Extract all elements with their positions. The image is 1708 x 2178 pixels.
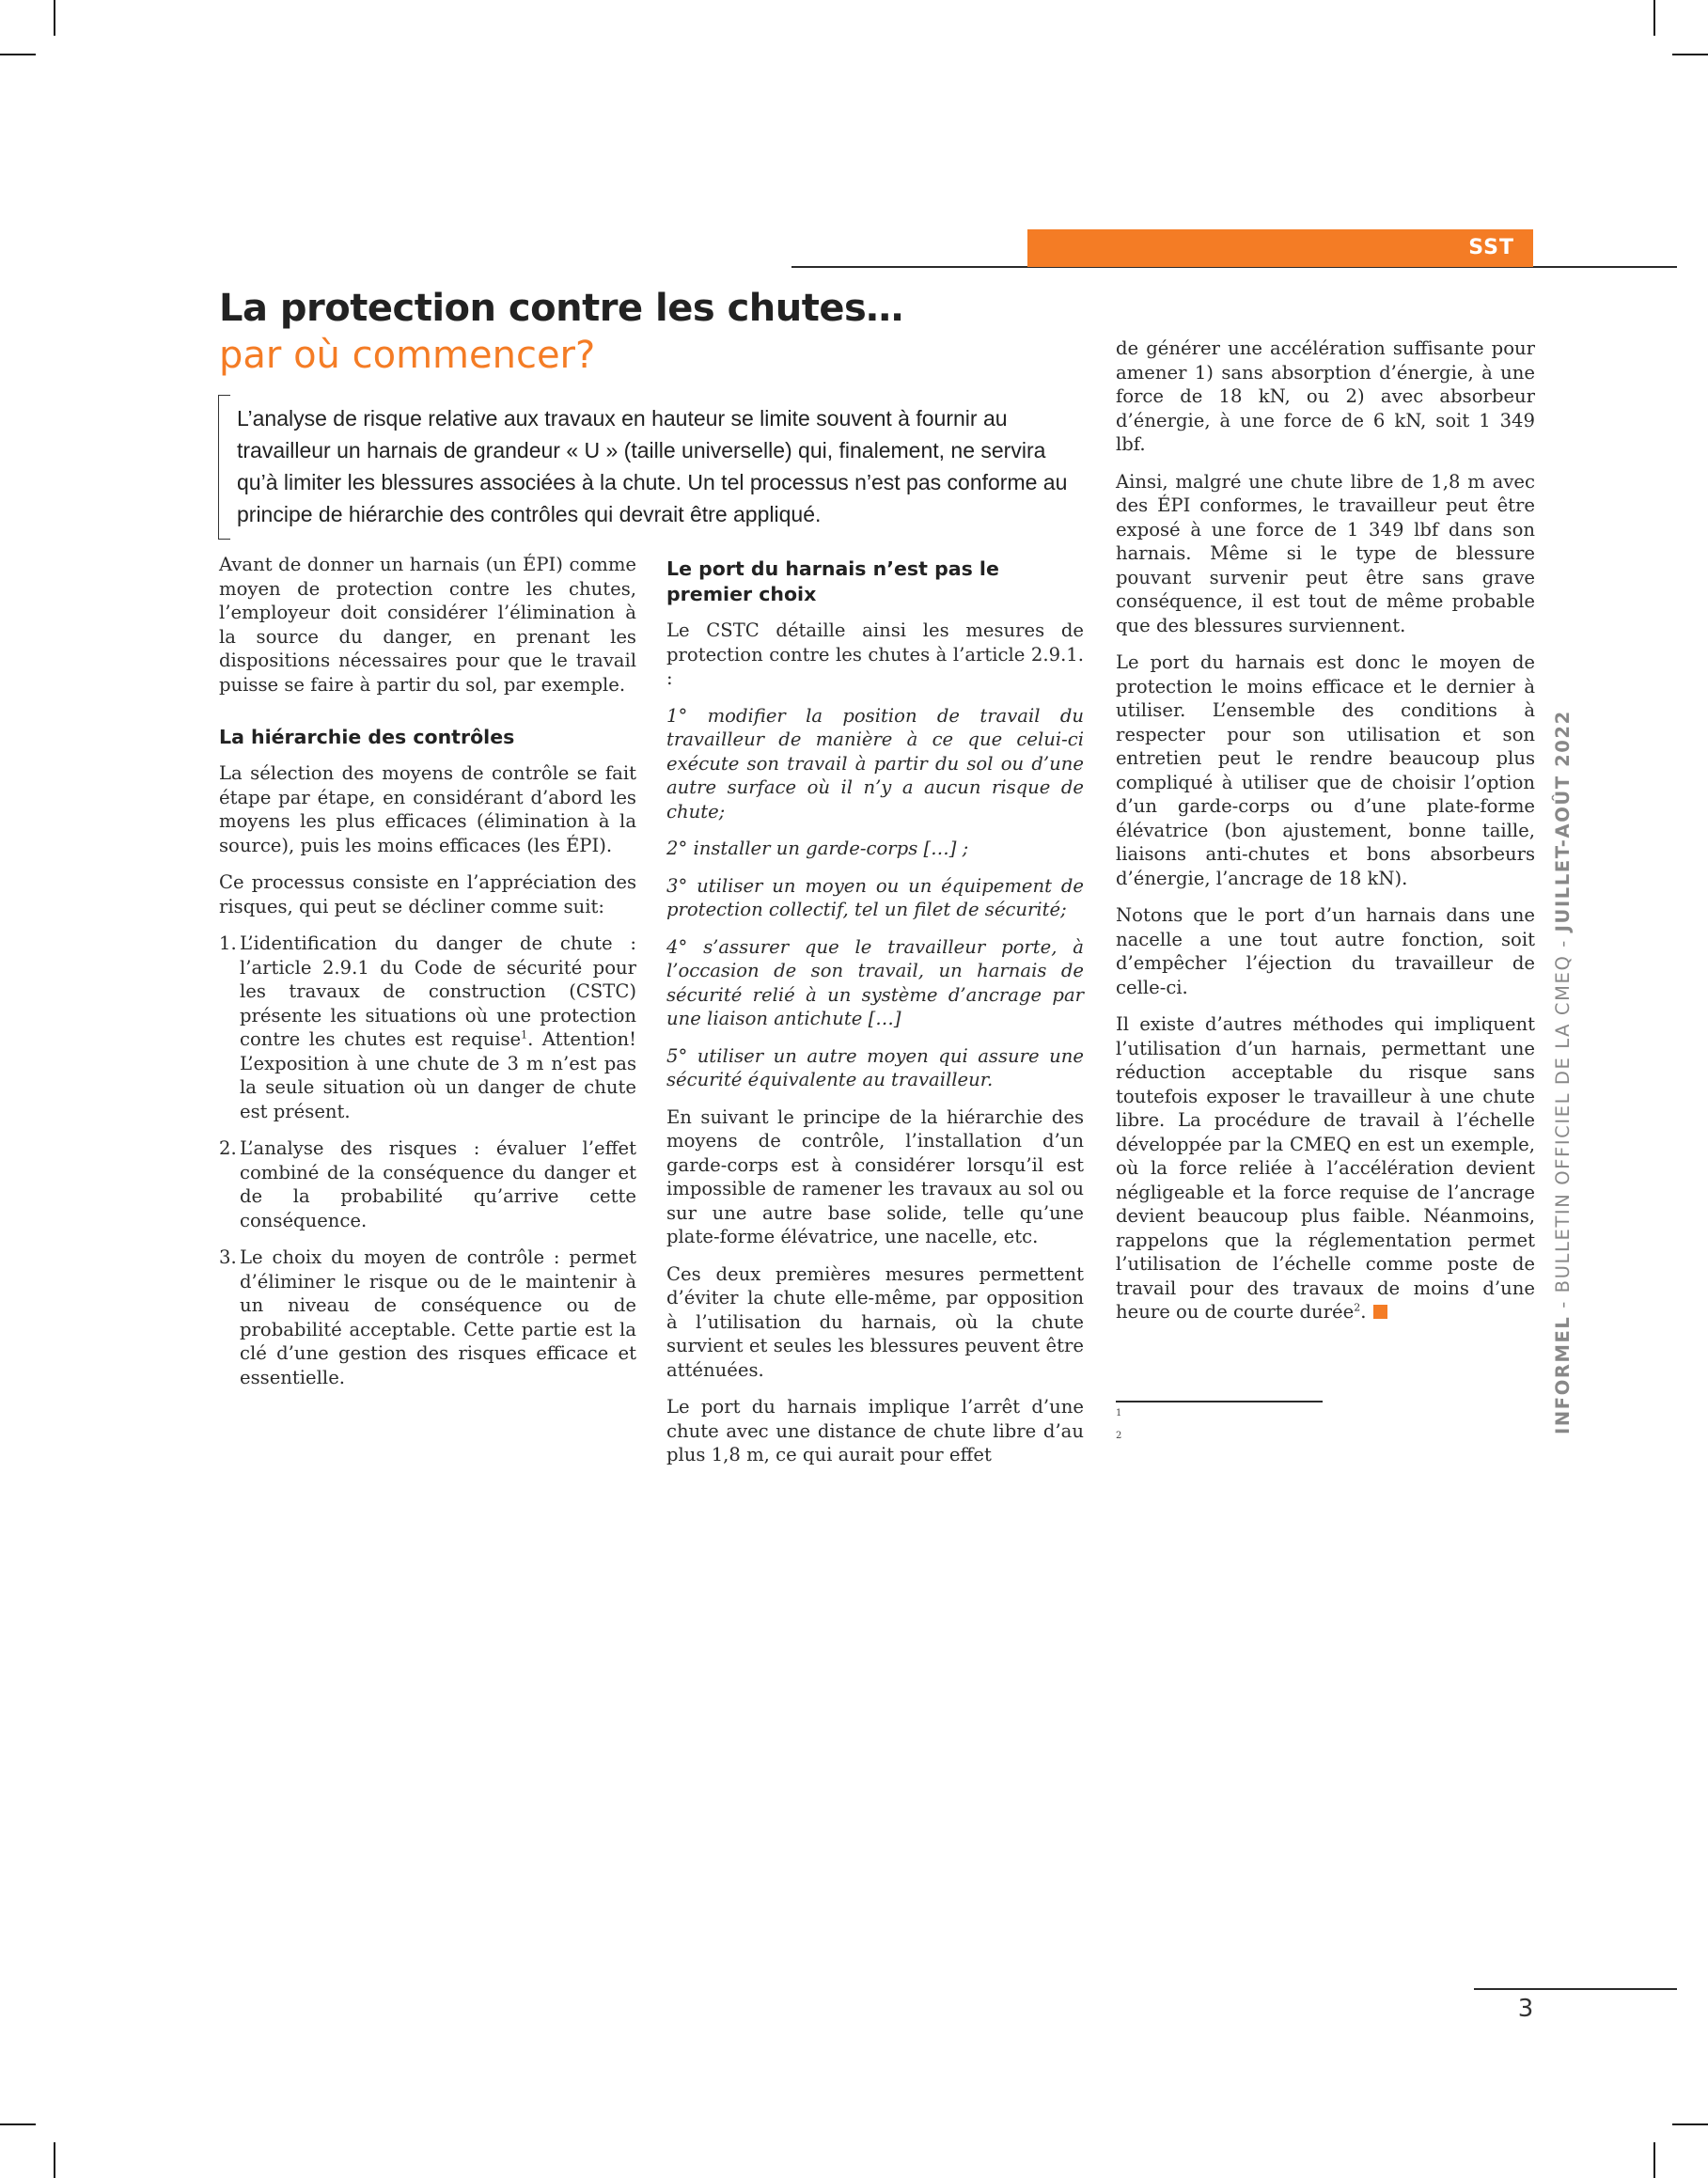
numbered-list [219,932,636,1389]
section-banner [1027,229,1533,267]
paragraph: Le port du harnais est donc le moyen de protection le moins efficace et le dernier à utiliser. L’ensemble des conditions à respecter pour son utilisation et son entretien peut le rendre beaucoup plus compliqué à utiliser que de choisir l’option d’un garde-corps ou d’une plate-forme élévatrice (bon ajustement, bonne taille, liaisons anti-chutes et bons absorbeurs d’énergie, l’ancrage de 18 kN). [1116,651,1535,889]
column-2 [666,553,1084,1481]
regulation-measure: 2° installer un garde-corps […] ; [666,838,969,859]
crop-mark [0,2123,36,2125]
publication-sidebar-label: INFORMEL - BULLETIN OFFICIEL DE LA CMEQ - JUILLET-AOÛT 2022 [1552,710,1574,1434]
crop-mark [1672,54,1708,55]
footnote-1: 1 [1116,1408,1122,1418]
paragraph: En suivant le principe de la hiérarchie des moyens de contrôle, l’installation d’un garde-corps est à considérer lorsqu’il est impossible de ramener les travaux au sol ou sur une autre base solide, telle qu’une plate-forme élévatrice, une nacelle, etc. [666,1105,1084,1247]
paragraph: Le port du harnais implique l’arrêt d’une chute avec une distance de chute libre d’au plus 1,8 m, ce qui aurait pour effet [666,1396,1084,1465]
section-label: SST [1468,236,1514,259]
paragraph: Notons que le port d’un harnais dans une nacelle a une tout autre fonction, soit d’empêcher l’éjection du travailleur de celle-ci. [1116,904,1535,998]
column-1 [219,553,636,1402]
crop-mark [1653,0,1655,36]
article-title: La protection contre les chutes… [219,287,903,330]
list-text: L’analyse des risques : évaluer l’effet combiné de la conséquence du danger et de la probabilité qu’arrive cette conséquence. [240,1137,636,1231]
end-of-article-square-icon [1373,1305,1387,1319]
list-item [219,1136,636,1232]
crop-mark [54,2142,55,2178]
list-text: L’identification du danger de chute : l’article 2.9.1 du Code de sécurité pour les travaux de construction (CSTC) présente les situations où une protection contre les chutes est requise$^1$. Attention! L’exposition à une chute de 3 m n’est pas la seule situation où un danger de chute est présent. [240,932,637,1122]
regulation-measure: 3° utiliser un moyen ou un équipement de protection collectif, tel un filet de sécurité; [666,874,1084,920]
footnote-ref: 1 [521,1028,528,1042]
list-item [219,932,636,1123]
list-number: 2. [219,1137,237,1159]
list-number: 3. [219,1246,237,1268]
section-heading: Le port du harnais n’est pas le premier choix [666,557,999,605]
regulation-measure: 5° utiliser un autre moyen qui assure une sécurité équivalente au travailleur. [666,1044,1084,1090]
list-number: 1. [219,932,237,954]
regulation-measure: 4° s’assurer que le travailleur porte, à l’occasion de son travail, un harnais de sécurité relié à un système d’ancrage par une liaison antichute […] [666,935,1084,1029]
paragraph: Ainsi, malgré une chute libre de 1,8 m avec des ÉPI conformes, le travailleur peut être exposé à une force de 1 349 lbf dans son harnais. Même si le type de blessure pouvant survenir peut être sans grave conséquence, il est tout de même probable que des blessures surviennent. [1116,470,1535,636]
list-item [219,1246,636,1389]
intro-text: L’analyse de risque relative aux travaux en hauteur se limite souvent à fournir au travailleur un harnais de grandeur « U » (taille universelle) qui, finalement, ne servira qu’à limiter les blessures associées à la chute. Un tel processus n’est pas conforme au principe de hiérarchie des contrôles qui devrait être appliqué. [237,406,1068,526]
list-text: Le choix du moyen de contrôle : permet d’éliminer le risque ou de le maintenir à un niveau de conséquence ou de probabilité acceptable. Cette partie est la clé d’une gestion des risques efficace et essentielle. [240,1246,636,1388]
page-number-rule [1474,1988,1677,1990]
paragraph: Ces deux premières mesures permettent d’éviter la chute elle-même, par opposition à l’utilisation du harnais, où la chute survient et seules les blessures peuvent être atténuées. [666,1262,1084,1381]
footnote-rule [1116,1401,1323,1402]
paragraph: Avant de donner un harnais (un ÉPI) comme moyen de protection contre les chutes, l’employeur doit considérer l’élimination à la source du danger, en prenant les dispositions nécessaires pour que le travail puisse se faire à partir du sol, par exemple. [219,554,636,696]
crop-mark [0,54,36,55]
section-heading: La hiérarchie des contrôles [219,726,515,748]
paragraph: Le CSTC détaille ainsi les mesures de protection contre les chutes à l’article 2.9.1. : [666,619,1084,689]
crop-mark [1672,2123,1708,2125]
paragraph: de générer une accélération suffisante pour amener 1) sans absorption d’énergie, à une force de 18 kN, ou 2) avec absorbeur d’énergie, à une force de 6 kN, soit 1 349 lbf. [1116,337,1535,455]
crop-mark [1653,2142,1655,2178]
paragraph: Il existe d’autres méthodes qui impliquent l’utilisation d’un harnais, permettant une réduction acceptable du risque sans toutefois exposer le travailleur à une chute libre. La procédure de travail à l’échelle développée par la CMEQ en est un exemple, où la force reliée à l’accélération devient négligeable et la force requise de l’ancrage devient beaucoup plus faible. Néanmoins, rappelons que la réglementation permet l’utilisation de l’échelle comme poste de travail pour des travaux de moins d’une heure ou de courte durée$^2$. [1116,1013,1535,1323]
crop-mark [54,0,55,36]
article-subtitle: par où commencer? [219,334,596,377]
intro-bracket [218,395,230,540]
footnote-2: 2 [1116,1431,1122,1441]
paragraph: La sélection des moyens de contrôle se fait étape par étape, en considérant d’abord les moyens les plus efficaces (élimination à la source), puis les moins efficaces (les ÉPI). [219,762,636,856]
page-number: 3 [1517,1995,1534,2023]
footnote-ref: 2 [1354,1301,1361,1314]
regulation-measure: 1° modifier la position de travail du travailleur de manière à ce que celui-ci exécute son travail à partir du sol ou d’une autre surface où il n’y a aucun risque de chute; [666,704,1084,823]
paragraph: Ce processus consiste en l’appréciation des risques, qui peut se décliner comme suit: [219,871,636,917]
column-3 [1116,337,1535,1338]
